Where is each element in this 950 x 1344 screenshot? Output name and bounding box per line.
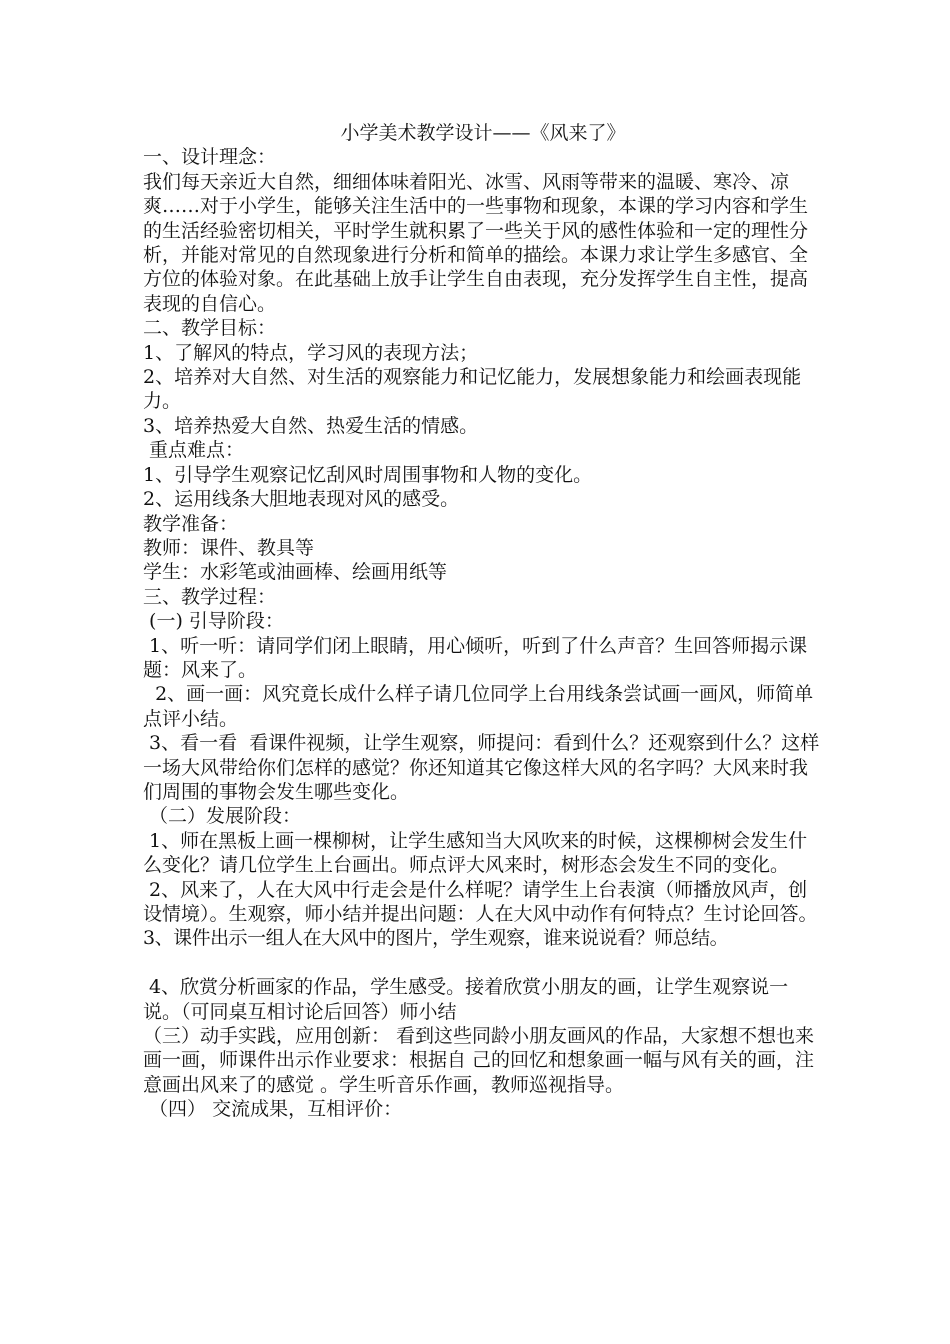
section-heading-process: 三、教学过程： xyxy=(143,585,277,608)
stage-practice: （三）动手实践，应用创新： 看到这些同龄小朋友画风的作品，大家想不想也来画一画，师课件出示作业要求：根据自 己的回忆和想象画一幅与风有关的画，注意画出风来了的感觉 。学生听音乐作画，教师巡视指导。 xyxy=(143,1025,815,1096)
section-heading-teaching-goals: 二、教学目标： xyxy=(143,317,277,340)
preparation-teacher: 教师：课件、教具等 xyxy=(143,536,315,559)
develop-step-4: 4、欣赏分析画家的作品，学生感受。接着欣赏小朋友的画，让学生观察说一说。（可同桌互相讨论后回答）师小结 xyxy=(143,976,789,1023)
section-heading-design-concept: 一、设计理念： xyxy=(143,146,277,169)
goal-item-3: 3、培养热爱大自然、热爱生活的情感。 xyxy=(143,414,479,437)
section-heading-key-points: 重点难点： xyxy=(143,439,245,462)
develop-step-1: 1、师在黑板上画一棵柳树，让学生感知当大风吹来的时候，这棵柳树会发生什么变化？请几位学生上台画出。师点评大风来时，树形态会发生不同的变化。 xyxy=(143,829,808,877)
develop-step-2: 2、风来了，人在大风中行走会是什么样呢？请学生上台表演（师播放风声，创设情境）。生观察，师小结并提出问题：人在大风中动作有何特点？生讨论回答。 xyxy=(143,878,818,925)
stage-heading-guide: (一) 引导阶段： xyxy=(143,610,284,633)
stage-heading-evaluate: （四） 交流成果，互相评价： xyxy=(143,1098,403,1121)
document-body xyxy=(143,121,823,1122)
preparation-student: 学生：水彩笔或油画棒、绘画用纸等 xyxy=(143,561,448,584)
paragraph-design-concept: 我们每天亲近大自然，细细体味着阳光、冰雪、风雨等带来的温暖、寒冷、凉爽……对于小学生，能够关注生活中的一些事物和现象，本课的学习内容和学生的生活经验密切相关，平时学生就积累了一些关于风的感性体验和一定的理性分析，并能对常见的自然现象进行分析和简单的描绘。本课力求让学生多感官、全方位的体验对象。在此基础上放手让学生自由表现，充分发挥学生自主性，提高表现的自信心。 xyxy=(143,170,809,315)
document-title: 小学美术教学设计——《风来了》 xyxy=(340,122,626,144)
stage-heading-develop: （二）发展阶段： xyxy=(143,805,302,828)
key-point-1: 1、引导学生观察记忆刮风时周围事物和人物的变化。 xyxy=(143,463,593,486)
guide-step-watch: 3、看一看 看课件视频，让学生观察，师提问：看到什么？还观察到什么？这样一场大风带给你们怎样的感觉？你还知道其它像这样大风的名字吗？大风来时我们周围的事物会发生哪些变化。 xyxy=(143,732,820,803)
guide-step-draw: 2、画一画：风究竟长成什么样子请几位同学上台用线条尝试画一画风，师简单点评小结。 xyxy=(143,683,814,730)
section-heading-preparation: 教学准备： xyxy=(143,512,239,535)
key-point-2: 2、运用线条大胆地表现对风的感受。 xyxy=(143,488,460,511)
goal-item-2: 2、培养对大自然、对生活的观察能力和记忆能力，发展想象能力和绘画表现能力。 xyxy=(143,366,802,413)
goal-item-1: 1、了解风的特点，学习风的表现方法； xyxy=(143,341,479,364)
blank-line xyxy=(143,951,823,975)
develop-step-3: 3、课件出示一组人在大风中的图片，学生观察，谁来说说看？师总结。 xyxy=(143,927,729,950)
guide-step-listen: 1、听一听：请同学们闭上眼睛，用心倾听，听到了什么声音？生回答师揭示课题：风来了。 xyxy=(143,634,808,681)
